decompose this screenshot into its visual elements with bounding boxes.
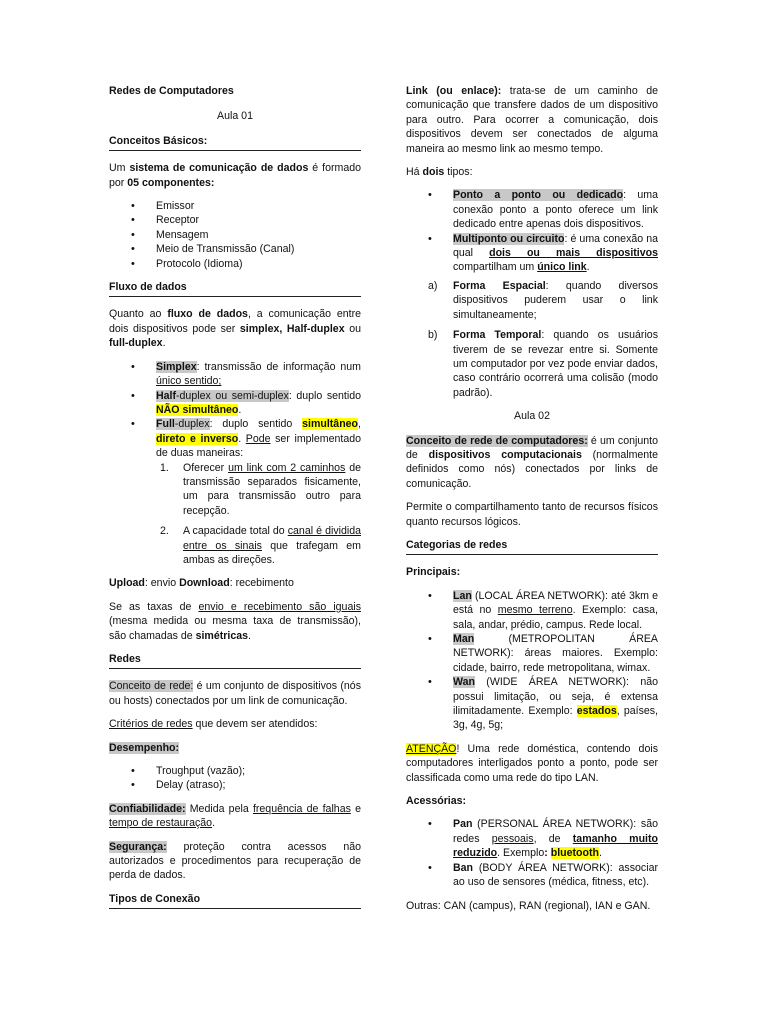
atencao-paragraph: ATENÇÃO! Uma rede doméstica, contendo dois computadores interligados ponto a ponto, pode ser classificada como uma rede do tipo LAN.	[406, 742, 658, 784]
list-item-man: • Man (METROPOLITAN ÁREA NETWORK): áreas maiores. Exemplo: cidade, bairro, rede metropolitana, wimax.	[406, 632, 658, 675]
list-item-full-duplex: • Full-duplex: duplo sentido simultâneo, direto e inverso. Pode ser implementado de duas maneiras: 1. Oferecer um link com 2 caminhos de transmissão separados fisicamente, um para transmissão outro para recepção. 2. A capacidade total do canal é dividida entre os sinais que trafegam em ambas as direções.	[109, 417, 361, 567]
list-item-pan: • Pan (PERSONAL ÁREA NETWORK): são redes pessoais, de tamanho muito reduzido. Exemplo: bluetooth.	[406, 817, 658, 860]
fluxo-list	[109, 360, 361, 568]
desempenho-list	[109, 764, 361, 793]
list-item: • Emissor	[109, 199, 361, 213]
principais-list	[406, 589, 658, 733]
acessorias-label: Acessórias:	[406, 795, 467, 808]
lesson-label: Aula 02	[514, 410, 550, 423]
list-item: a) Forma Espacial: quando diversos dispositivos puderem usar o link simultaneamente;	[428, 279, 658, 321]
conceito-rede-paragraph: Conceito de rede: é um conjunto de dispositivos (nós ou hosts) conectados por um link de comunicação.	[109, 680, 361, 707]
full-duplex-methods	[156, 461, 361, 568]
list-item: • Mensagem	[109, 228, 361, 242]
section-heading-conceitos: Conceitos Básicos:	[109, 134, 361, 151]
acessorias-list	[406, 817, 658, 889]
section-heading-fluxo: Fluxo de dados	[109, 280, 361, 297]
link-paragraph: Link (ou enlace): trata-se de um caminho de comunicação que transfere dados de um dispositivo para outro. Para ocorrer a comunicação, dois dispositivos devem ser conectados de alguma maneira ao mesmo link ao mesmo tempo.	[406, 85, 658, 155]
list-item-multiponto: • Multiponto ou circuito: é uma conexão na qual dois ou mais dispositivos compartilham um único link.	[406, 232, 658, 275]
list-item: • Troughput (vazão);	[109, 764, 361, 778]
principais-label: Principais:	[406, 566, 461, 579]
list-item-ponto-a-ponto: • Ponto a ponto ou dedicado: uma conexão ponto a ponto oferece um link dedicado entre apenas dois dispositivos.	[406, 188, 658, 231]
intro-paragraph: Um sistema de comunicação de dados é formado por 05 componentes:	[109, 162, 362, 189]
list-item: • Delay (atraso);	[109, 778, 361, 792]
section-heading-redes: Redes	[109, 652, 361, 669]
list-item-ban: • Ban (BODY ÁREA NETWORK): associar ao uso de sensores (médica, fitness, etc).	[406, 861, 658, 890]
fluxo-paragraph: Quanto ao fluxo de dados, a comunicação entre dois dispositivos pode ser simplex, Half-duplex ou full-duplex.	[109, 308, 362, 350]
tipos-paragraph: Há dois tipos:	[406, 166, 473, 179]
list-item-wan: • Wan (WIDE ÁREA NETWORK): não possui limitação, ou seja, é extensa ilimitadamente. Exemplo: estados, países, 3g, 4g, 5g;	[406, 675, 658, 733]
right-column	[406, 84, 658, 922]
list-item: b) Forma Temporal: quando os usuários tiverem de se revezar entre si. Somente um computador por vez pode enviar dados, caso contrário ocorrerá uma colisão (modo padrão).	[428, 329, 658, 399]
list-item: • Protocolo (Idioma)	[109, 257, 361, 271]
outras-paragraph: Outras: CAN (campus), RAN (regional), IAN e GAN.	[406, 899, 651, 912]
upload-download: Upload: envio Download: recebimento	[109, 577, 294, 590]
permite-paragraph: Permite o compartilhamento tanto de recursos físicos quanto recursos lógicos.	[406, 501, 658, 528]
left-column	[109, 84, 361, 919]
desempenho-label: Desempenho:	[109, 741, 180, 754]
confiabilidade-paragraph: Confiabilidade: Medida pela frequência de falhas e tempo de restauração.	[109, 802, 361, 830]
document-title: Redes de Computadores	[109, 85, 234, 97]
section-heading-tipos: Tipos de Conexão	[109, 892, 361, 909]
list-item: • Receptor	[109, 213, 361, 227]
list-item: 2. A capacidade total do canal é dividida entre os sinais que trafegam em ambas as direções.	[160, 525, 361, 566]
taxas-paragraph: Se as taxas de envio e recebimento são iguais (mesma medida ou mesma taxa de transmissão), são chamadas de simétricas.	[109, 600, 361, 642]
list-item: 1. Oferecer um link com 2 caminhos de transmissão separados fisicamente, um para transmissão outro para recepção.	[160, 461, 361, 517]
conexao-list	[406, 188, 658, 274]
components-list	[109, 199, 361, 271]
list-item-simplex: • Simplex: transmissão de informação num único sentido;	[109, 360, 361, 389]
criterios-paragraph: Critérios de redes que devem ser atendidos:	[109, 718, 318, 731]
list-item-half-duplex: • Half-duplex ou semi-duplex: duplo sentido NÃO simultâneo.	[109, 389, 361, 418]
seguranca-paragraph: Segurança: proteção contra acessos não autorizados e procedimentos para recuperação de perda de dados.	[109, 840, 361, 882]
lesson-label: Aula 01	[217, 110, 253, 123]
section-heading-categorias: Categorias de redes	[406, 538, 658, 555]
list-item-lan: • Lan (LOCAL ÁREA NETWORK): até 3km e está no mesmo terreno. Exemplo: casa, sala, andar, prédio, campus. Rede local.	[406, 589, 658, 632]
multiponto-forms	[406, 279, 658, 400]
list-item: • Meio de Transmissão (Canal)	[109, 242, 361, 256]
conceito-paragraph: Conceito de rede de computadores: é um conjunto de dispositivos computacionais (normalmente definidos como nós) conectados por links de comunicação.	[406, 434, 659, 490]
